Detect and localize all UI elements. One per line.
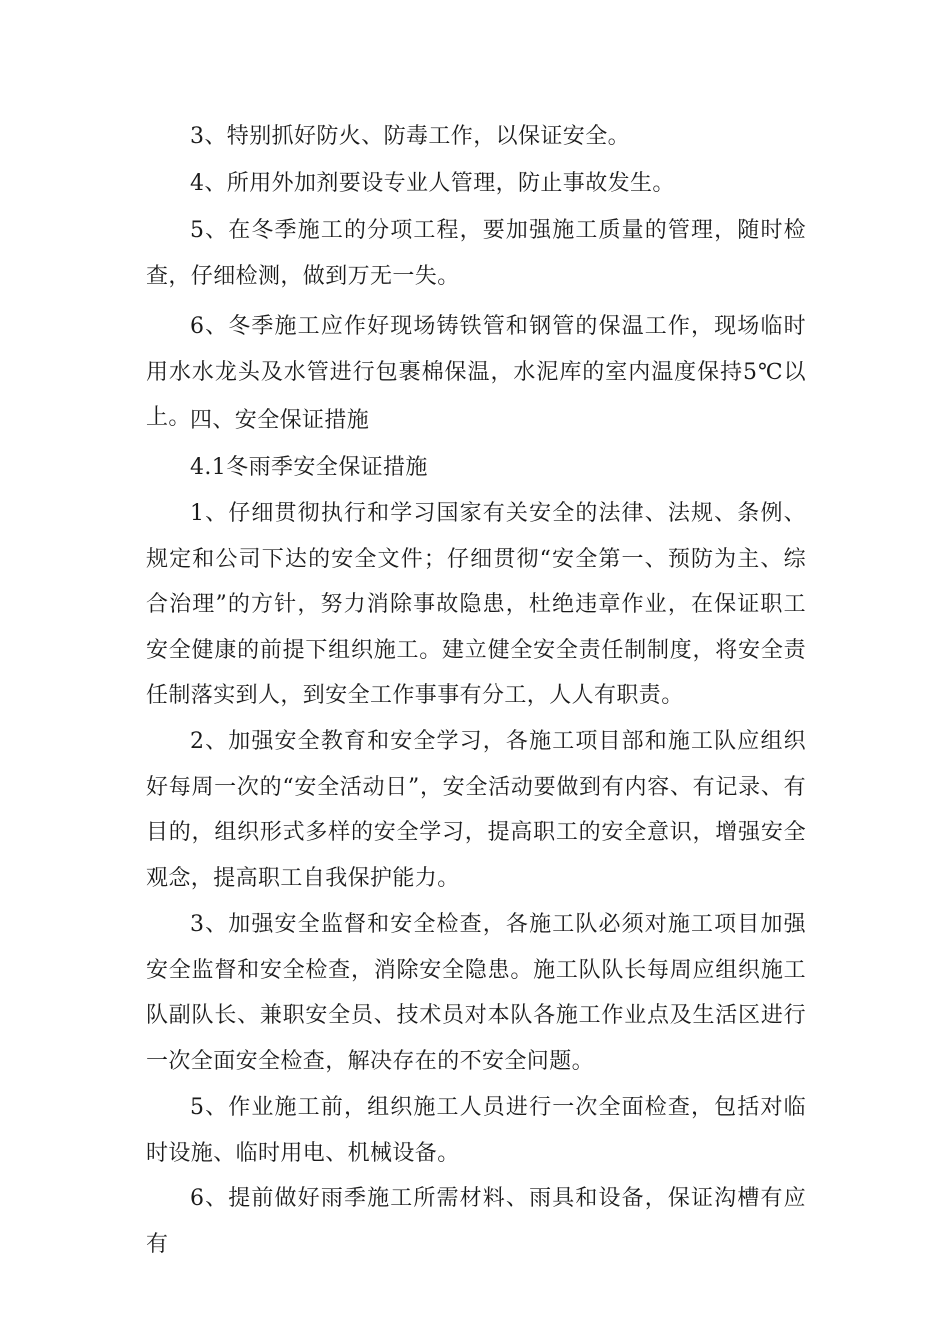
subsection-heading: 4.1冬雨季安全保证措施 [190, 455, 428, 480]
paragraph-safety-inspection: 3、加强安全监督和安全检查，各施工队必须对施工项目加强安全监督和安全检查，消除安全隐患。施工队队长每周应组织施工队副队长、兼职安全员、技术员对本队各施工作业点及生活区进行一次全面安全检查，解决存在的不安全问题。 [146, 912, 806, 1074]
paragraph-safety-regulations: 1、仔细贯彻执行和学习国家有关安全的法律、法规、条例、规定和公司下达的安全文件；仔细贯彻“安全第一、预防为主、综合治理”的方针，努力消除事故隐患，杜绝违章作业，在保证职工安全健康的前提下组织施工。建立健全安全责任制制度，将安全责任制落实到人，到安全工作事事有分工，人人有职责。 [146, 501, 806, 708]
paragraph-safety-education: 2、加强安全教育和安全学习，各施工项目部和施工队应组织好每周一次的“安全活动日”，安全活动要做到有内容、有记录、有目的，组织形式多样的安全学习，提高职工的安全意识，增强安全观念，提高职工自我保护能力。 [146, 729, 806, 891]
paragraph-fire-prevention: 3、特别抓好防火、防毒工作，以保证安全。 [190, 124, 630, 149]
paragraph-rainy-season-prep: 6、提前做好雨季施工所需材料、雨具和设备，保证沟槽有应有 [146, 1186, 806, 1257]
paragraph-pre-work-check: 5、作业施工前，组织施工人员进行一次全面检查，包括对临时设施、临时用电、机械设备。 [146, 1095, 806, 1166]
paragraph-admixture-management: 4、所用外加剂要设专业人管理，防止事故发生。 [190, 171, 675, 196]
paragraph-winter-quality: 5、在冬季施工的分项工程，要加强施工质量的管理，随时检查，仔细检测，做到万无一失。 [146, 218, 806, 289]
section-heading: 四、安全保证措施 [190, 408, 370, 433]
paragraph-pipe-insulation: 6、冬季施工应作好现场铸铁管和钢管的保温工作，现场临时用水水龙头及水管进行包裹棉保温，水泥库的室内温度保持5℃以上。 [146, 314, 806, 430]
